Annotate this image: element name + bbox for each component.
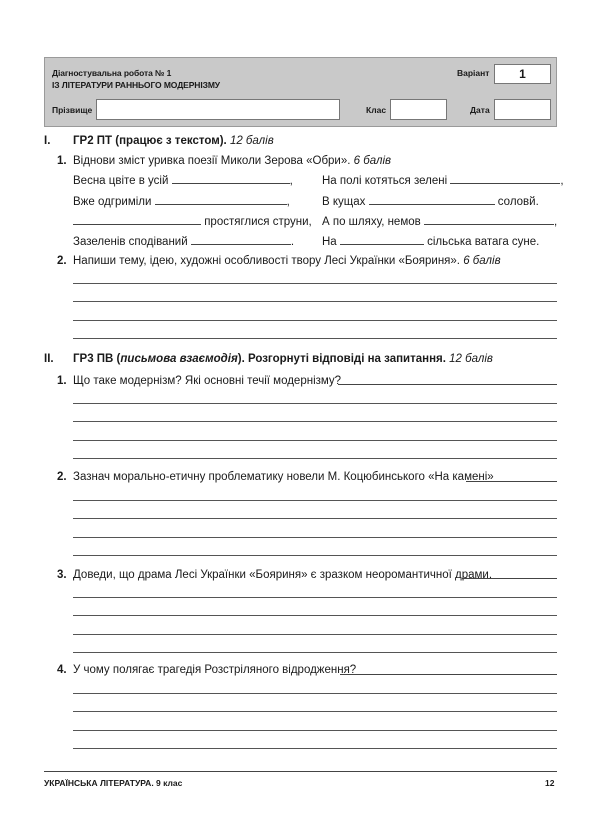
task2-prompt (73, 255, 501, 267)
section1-points: 12 балів (229, 135, 274, 147)
answer-blank[interactable] (450, 173, 560, 184)
q1-number: 1. (57, 375, 67, 387)
class-label: Клас (366, 105, 387, 115)
date-field[interactable] (494, 99, 551, 120)
class-field[interactable] (390, 99, 447, 120)
poem-left-line-1: Весна цвіте в усій , (73, 175, 293, 187)
answer-blank[interactable] (191, 234, 291, 245)
answer-line[interactable] (73, 634, 557, 635)
page-number: 12 (545, 778, 555, 788)
q4-number: 4. (57, 664, 67, 676)
task2-text: Напиши тему, ідею, художні особливості твору Лесі Українки «Бояриня». (73, 255, 460, 267)
answer-line[interactable] (73, 518, 557, 519)
answer-line[interactable] (73, 283, 557, 284)
answer-line[interactable] (73, 440, 557, 441)
answer-line[interactable] (466, 481, 557, 482)
work-subtitle: ІЗ ЛІТЕРАТУРИ РАННЬОГО МОДЕРНІЗМУ (52, 80, 220, 90)
q2-text: Зазнач морально-етичну проблематику новели М. Коцюбинського «На камені» (73, 471, 494, 483)
work-title: Діагностувальна робота № 1 (52, 68, 172, 78)
answer-line[interactable] (338, 384, 557, 385)
answer-line[interactable] (73, 338, 557, 339)
variant-label: Варіант (457, 68, 490, 78)
answer-line[interactable] (73, 537, 557, 538)
q3-number: 3. (57, 569, 67, 581)
task1-number: 1. (57, 155, 67, 167)
task1-points: 6 балів (353, 155, 392, 167)
answer-line[interactable] (73, 403, 557, 404)
section2-heading: ГР3 ПВ (письмова взаємодія). Розгорнуті відповіді на запитання. 12 балів (73, 353, 493, 365)
surname-field[interactable] (96, 99, 340, 120)
poem-left-line-4: Зазеленів сподіваний . (73, 236, 295, 248)
answer-line[interactable] (73, 421, 557, 422)
answer-line[interactable] (73, 748, 557, 749)
section2-numeral: II. (44, 353, 54, 365)
answer-line[interactable] (73, 615, 557, 616)
answer-line[interactable] (340, 674, 557, 675)
q3-text: Доведи, що драма Лесі Українки «Бояриня» є зразком неоромантичної драми. (73, 569, 493, 581)
answer-blank[interactable] (155, 194, 287, 205)
poem-right-line-4: На сільська ватага суне. (322, 236, 540, 248)
poem-left-line-2: Вже одгриміли , (73, 196, 290, 208)
q2-number: 2. (57, 471, 67, 483)
answer-line[interactable] (73, 301, 557, 302)
answer-blank[interactable] (73, 214, 201, 225)
answer-line[interactable] (73, 693, 557, 694)
poem-right-line-2: В кущах соловй. (322, 196, 539, 208)
answer-line[interactable] (73, 500, 557, 501)
task1-text: Віднови зміст уривка поезії Миколи Зерова «Обри». (73, 155, 351, 167)
q1-text: Що таке модернізм? Які основні течії модернізму? (73, 375, 342, 387)
answer-line[interactable] (462, 578, 557, 579)
section1-heading (73, 135, 274, 147)
footer-subject: УКРАЇНСЬКА ЛІТЕРАТУРА. 9 клас (44, 778, 183, 788)
section2-points: 12 балів (449, 353, 493, 365)
task1-prompt (73, 155, 391, 167)
section1-numeral: I. (44, 135, 51, 147)
answer-line[interactable] (73, 458, 557, 459)
answer-blank[interactable] (424, 214, 554, 225)
answer-line[interactable] (73, 730, 557, 731)
q4-text: У чому полягає трагедія Розстріляного відродження? (73, 664, 357, 676)
answer-line[interactable] (73, 652, 557, 653)
answer-line[interactable] (73, 555, 557, 556)
poem-right-line-3: А по шляху, немов , (322, 216, 558, 228)
task2-number: 2. (57, 255, 67, 267)
section1-title: ГР2 ПТ (працює з текстом). (73, 135, 227, 147)
footer-rule (44, 771, 557, 772)
answer-blank[interactable] (340, 234, 424, 245)
answer-blank[interactable] (369, 194, 495, 205)
task2-points: 6 балів (463, 255, 501, 267)
answer-line[interactable] (73, 597, 557, 598)
answer-line[interactable] (73, 711, 557, 712)
date-label: Дата (470, 105, 490, 115)
poem-left-line-3: простяглися струни, (73, 214, 312, 228)
section2-title-italic: письмова взаємодія (120, 353, 238, 365)
answer-blank[interactable] (172, 173, 290, 184)
answer-line[interactable] (73, 320, 557, 321)
variant-field[interactable]: 1 (494, 64, 551, 84)
poem-right-line-1: На полі котяться зелені , (322, 175, 564, 187)
surname-label: Прізвище (52, 105, 93, 115)
